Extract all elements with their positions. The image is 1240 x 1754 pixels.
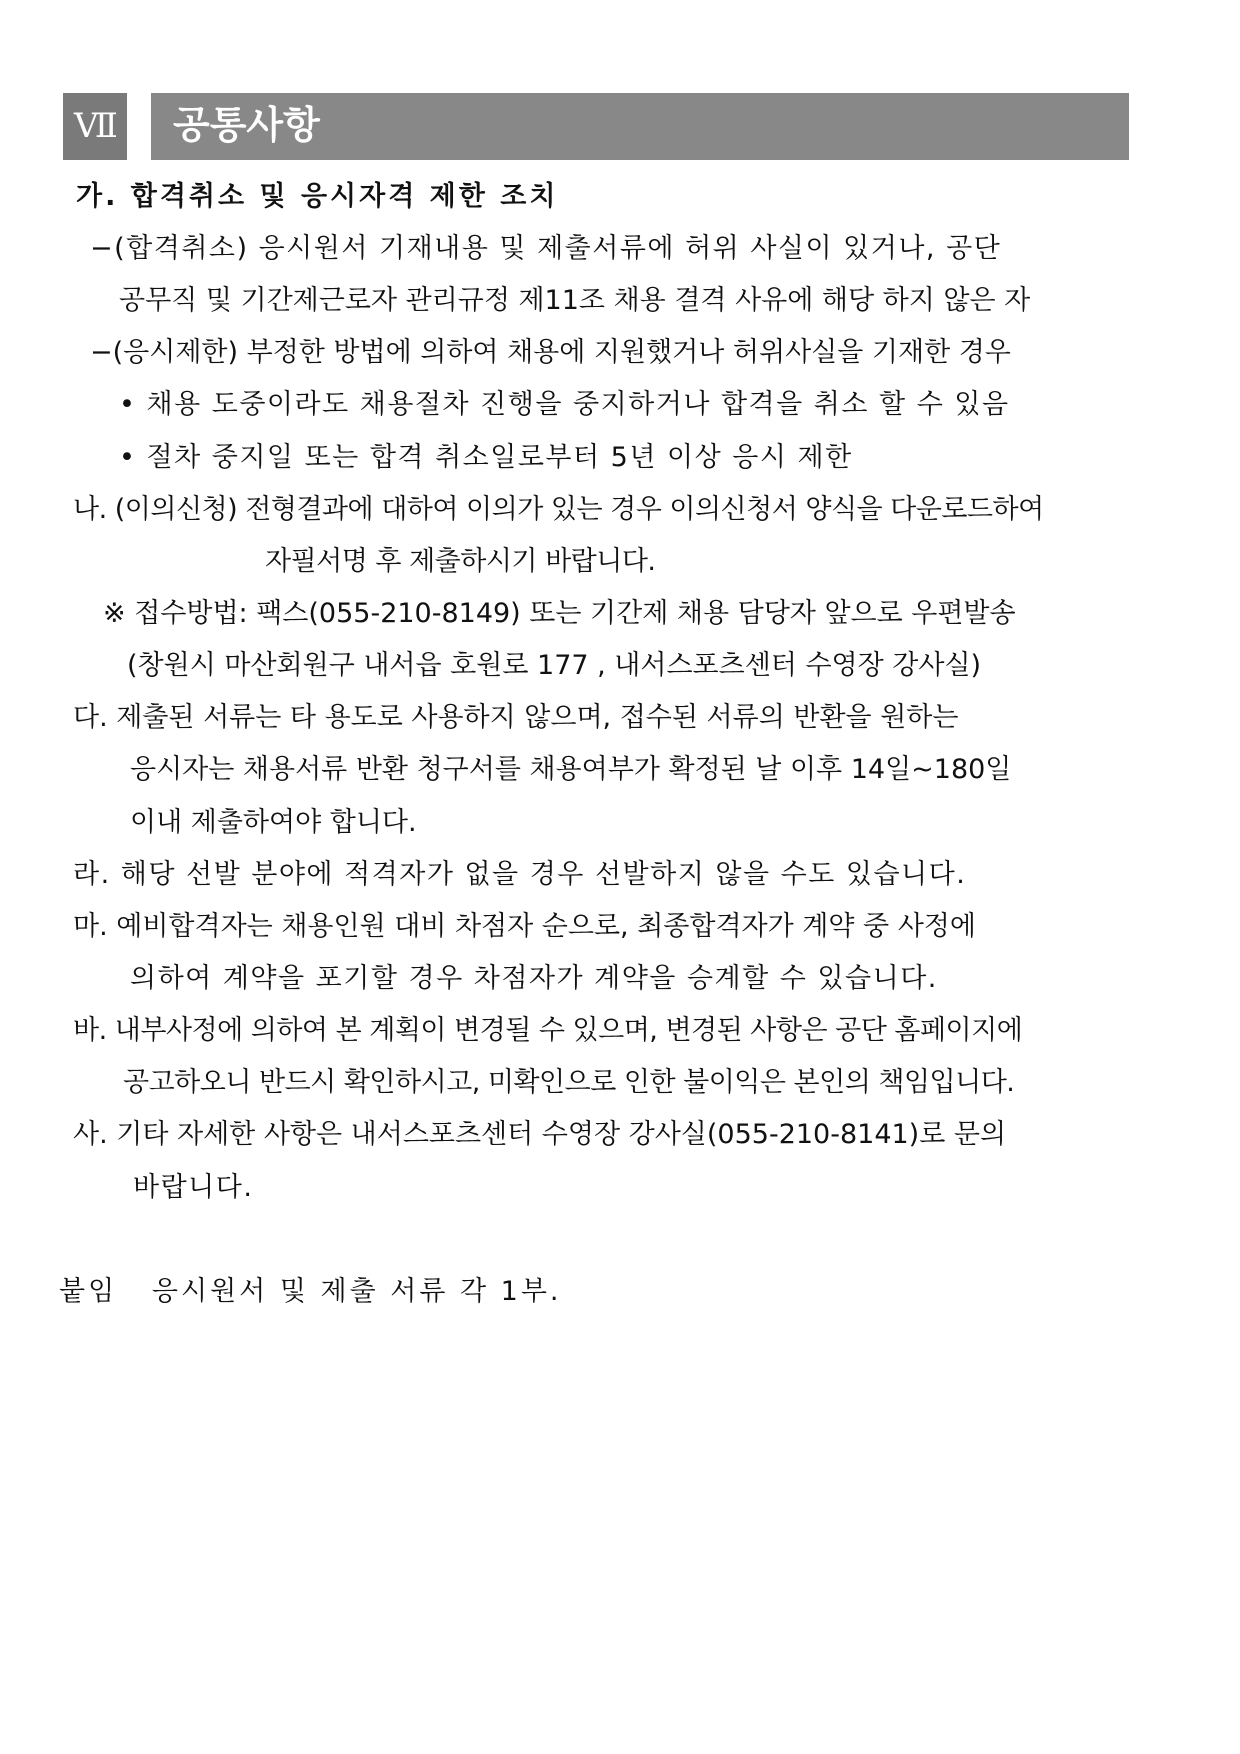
item-ga-line-2: 공무직 및 기간제근로자 관리규정 제11조 채용 결격 사유에 해당 하지 않은 자	[119, 285, 1031, 316]
section-header	[63, 93, 1129, 160]
item-ga-line-1: −(합격취소) 응시원서 기재내용 및 제출서류에 허위 사실이 있거나, 공단	[90, 233, 1002, 264]
item-da-line-1: 다. 제출된 서류는 타 용도로 사용하지 않으며, 접수된 서류의 반환을 원하는	[73, 702, 959, 733]
item-ga-bullet-2: • 절차 중지일 또는 합격 취소일로부터 5년 이상 응시 제한	[119, 442, 853, 473]
item-da-line-2: 응시자는 채용서류 반환 청구서를 채용여부가 확정된 날 이후 14일~180일	[130, 754, 1012, 785]
item-ba-line-1: 바. 내부사정에 의하여 본 계획이 변경될 수 있으며, 변경된 사항은 공단 홈페이지에	[73, 1015, 1023, 1046]
item-da-line-3: 이내 제출하여야 합니다.	[130, 807, 417, 838]
item-na-line-1: 나. (이의신청) 전형결과에 대하여 이의가 있는 경우 이의신청서 양식을 다운로드하여	[73, 494, 1044, 525]
item-na-line-4: (창원시 마산회원구 내서읍 호원로 177 , 내서스포츠센터 수영장 강사실)	[127, 650, 982, 681]
item-ma-line-1: 마. 예비합격자는 채용인원 대비 차점자 순으로, 최종합격자가 계약 중 사정에	[73, 911, 976, 942]
item-ga-title: 가. 합격취소 및 응시자격 제한 조치	[76, 181, 559, 212]
item-ga-line-3: −(응시제한) 부정한 방법에 의하여 채용에 지원했거나 허위사실을 기재한 경우	[90, 337, 1011, 368]
item-na-line-2: 자필서명 후 제출하시기 바랍니다.	[265, 546, 656, 577]
item-sa-line-2: 바랍니다.	[133, 1172, 254, 1203]
item-ma-line-2: 의하여 계약을 포기할 경우 차점자가 계약을 승계할 수 있습니다.	[130, 963, 938, 994]
section-number: Ⅶ	[63, 93, 127, 160]
item-sa-line-1: 사. 기타 자세한 사항은 내서스포츠센터 수영장 강사실(055-210-8141)로 문의	[73, 1119, 1007, 1150]
item-ra-line-1: 라. 해당 선발 분야에 적격자가 없을 경우 선발하지 않을 수도 있습니다.	[73, 859, 967, 890]
item-ba-line-2: 공고하오니 반드시 확인하시고, 미확인으로 인한 불이익은 본인의 책임입니다.	[123, 1067, 1015, 1098]
item-ga-bullet-1: • 채용 도중이라도 채용절차 진행을 중지하거나 합격을 취소 할 수 있음	[119, 389, 1010, 420]
attachment-note: 붙임 응시원서 및 제출 서류 각 1부.	[59, 1276, 562, 1307]
item-na-line-3: ※ 접수방법: 팩스(055-210-8149) 또는 기간제 채용 담당자 앞으로 우편발송	[103, 598, 1016, 629]
section-title: 공통사항	[151, 93, 1129, 160]
